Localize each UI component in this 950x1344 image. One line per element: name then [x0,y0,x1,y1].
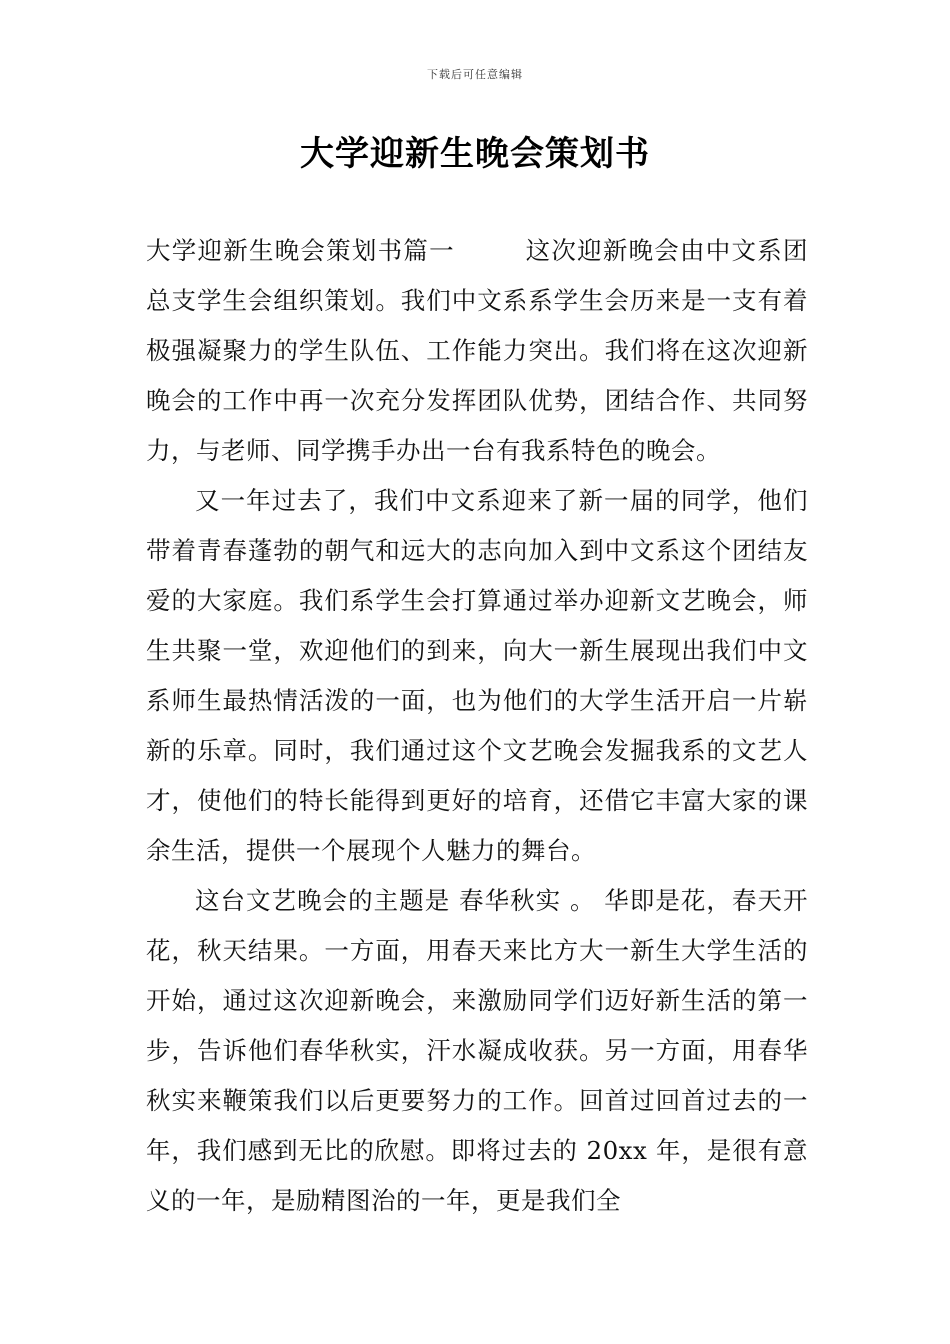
paragraph-1-text: 这次迎新晚会由中文系团总支学生会组织策划。我们中文系系学生会历来是一支有着极强凝聚力的学生队伍、工作能力突出。我们将在这次迎新晚会的工作中再一次充分发挥团队优势，团结合作、共同努力，与老师、同学携手办出一台有我系特色的晚会。 [146,236,809,465]
section-heading: 大学迎新生晚会策划书篇一 [146,236,455,265]
paragraph-1 [146,226,808,476]
document-body [146,226,808,1226]
header-note: 下载后可任意编辑 [427,68,523,81]
paragraph-2: 又一年过去了，我们中文系迎来了新一届的同学，他们带着青春蓬勃的朝气和远大的志向加入到中文系这个团结友爱的大家庭。我们系学生会打算通过举办迎新文艺晚会，师生共聚一堂，欢迎他们的到来，向大一新生展现出我们中文系师生最热情活泼的一面，也为他们的大学生活开启一片崭新的乐章。同时，我们通过这个文艺晚会发掘我系的文艺人才，使他们的特长能得到更好的培育，还借它丰富大家的课余生活，提供一个展现个人魅力的舞台。 [146,486,808,865]
paragraph-3: 这台文艺晚会的主题是 春华秋实 。 华即是花，春天开花，秋天结果。一方面，用春天来比方大一新生大学生活的开始，通过这次迎新晚会，来激励同学们迈好新生活的第一步，告诉他们春华秋实，汗水凝成收获。另一方面，用春华秋实来鞭策我们以后更要努力的工作。回首过回首过去的一年，我们感到无比的欣慰。即将过去的 20xx 年，是很有意义的一年，是励精图治的一年，更是我们全 [146,886,808,1215]
document-title: 大学迎新生晚会策划书 [300,134,650,174]
